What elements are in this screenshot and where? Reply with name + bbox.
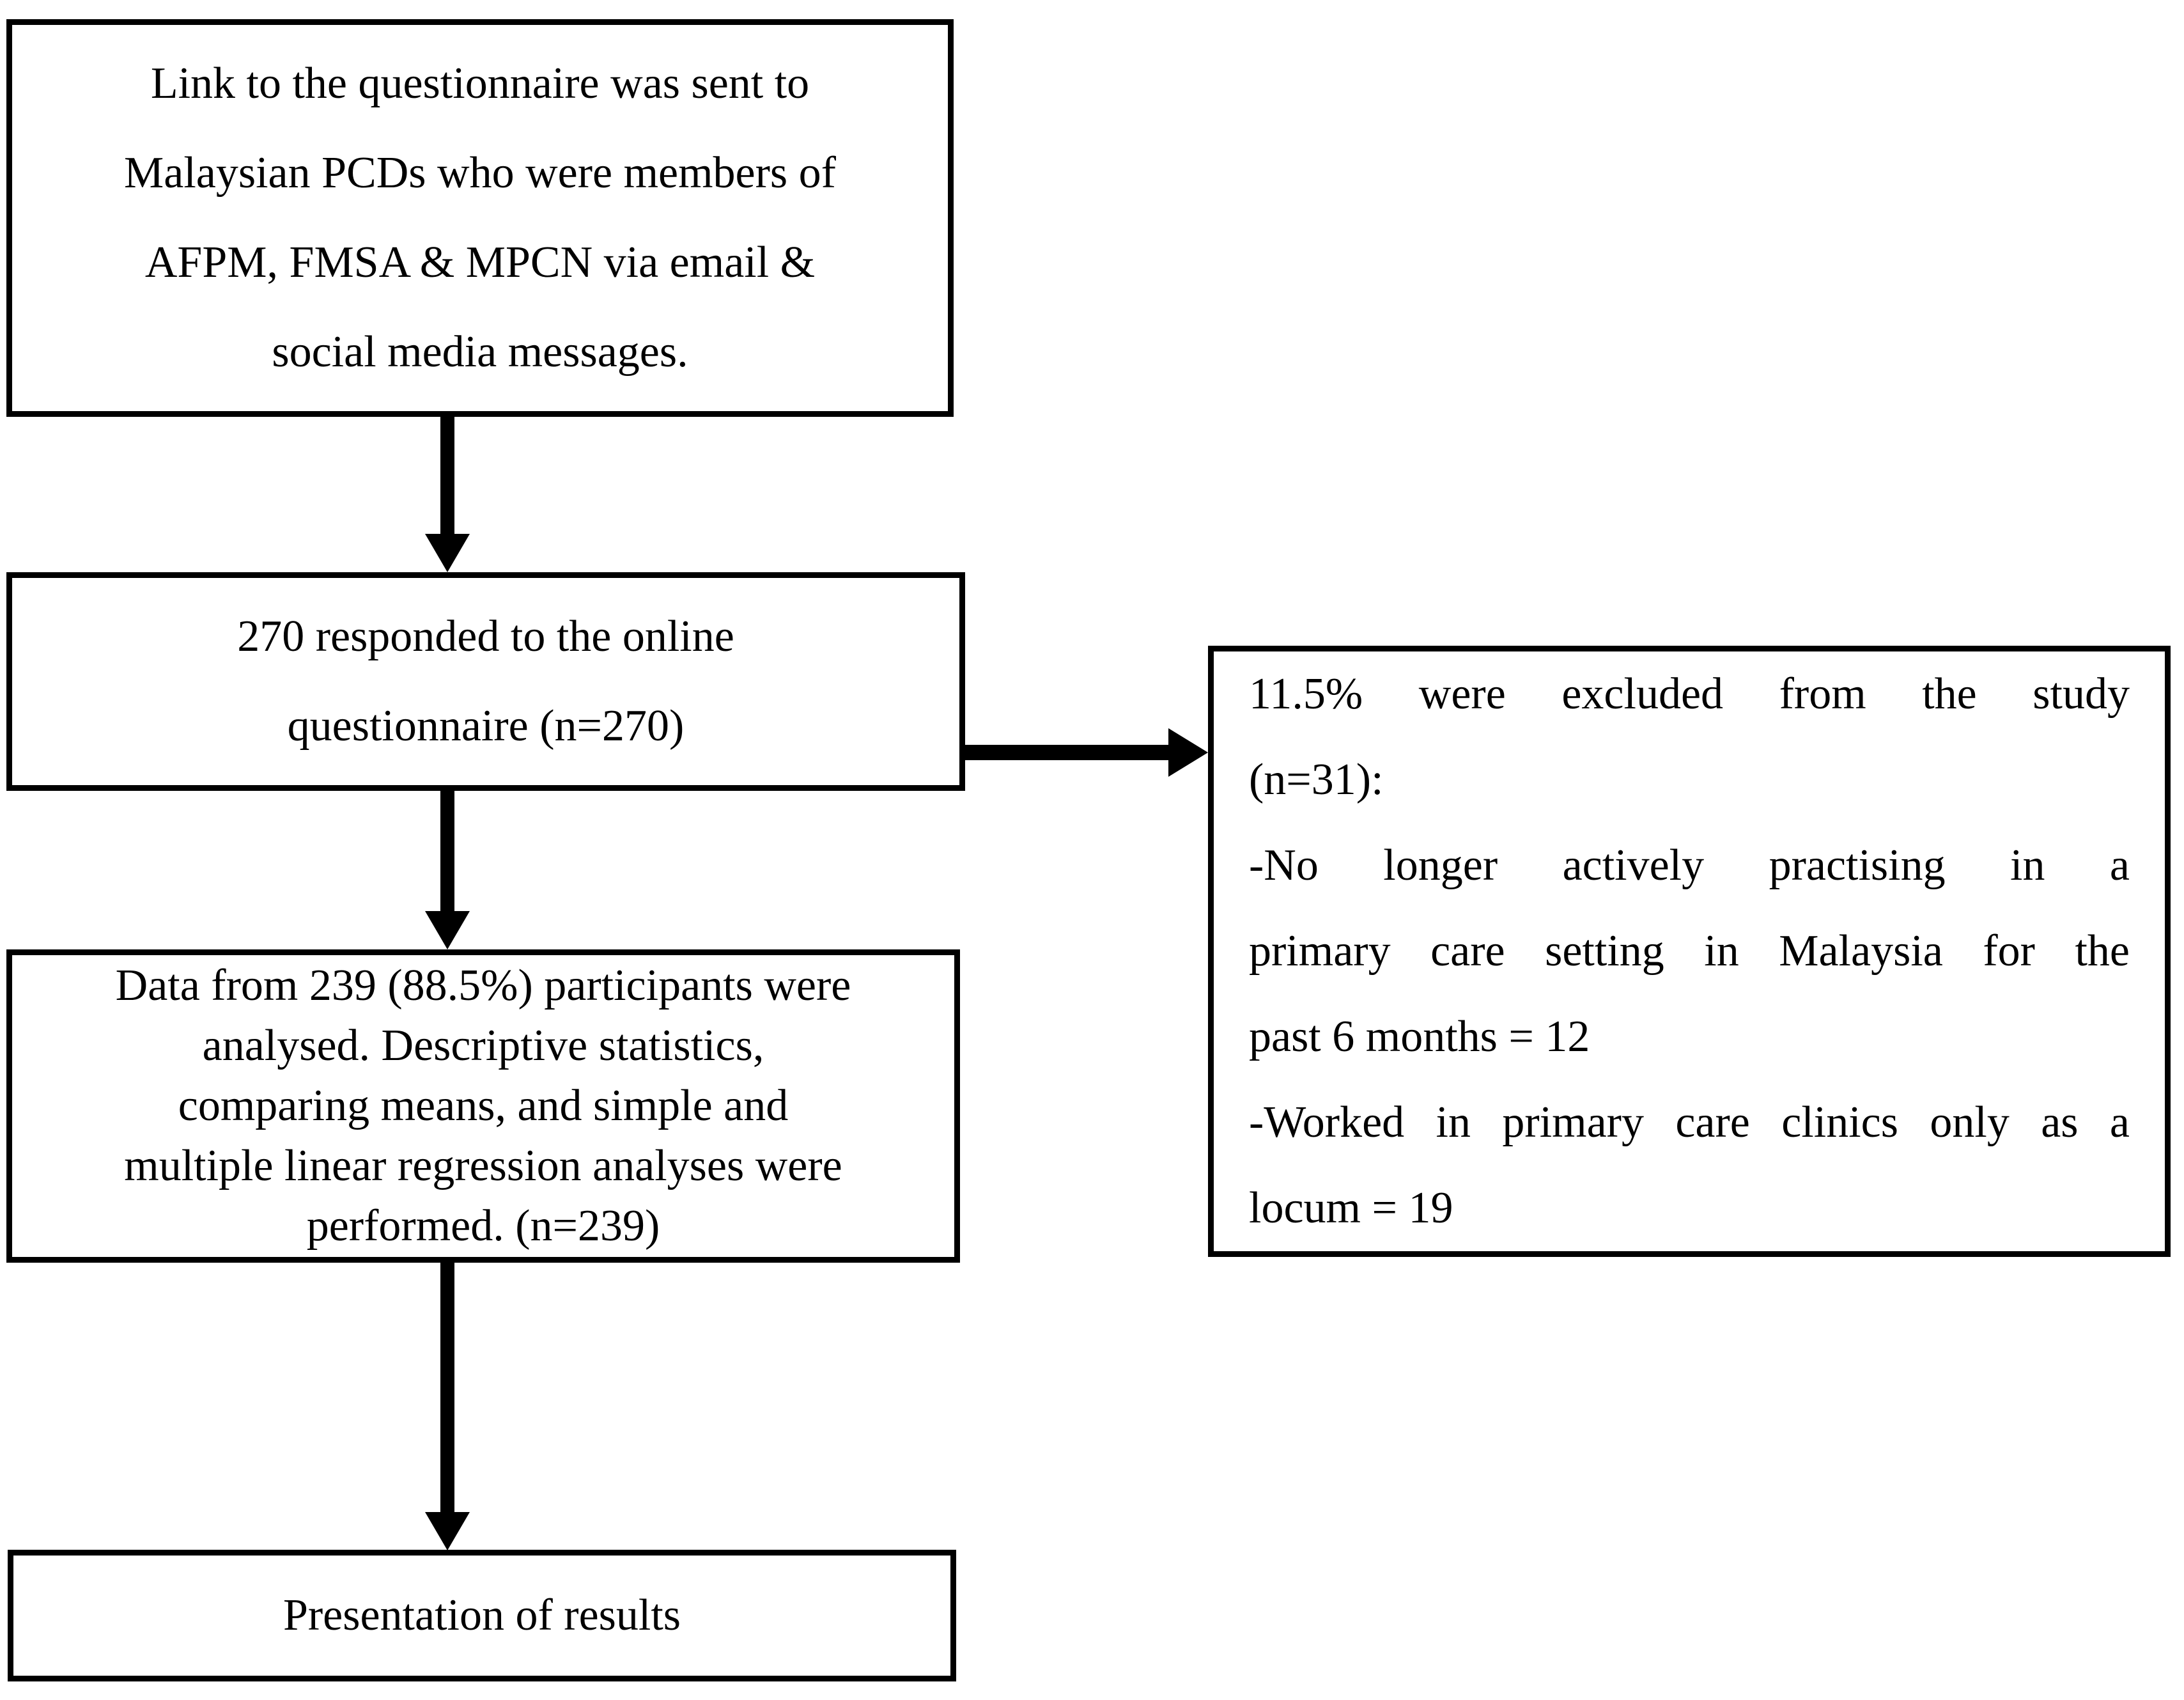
- text-line: social media messages.: [272, 327, 688, 377]
- text-line: locum = 19: [1249, 1183, 1453, 1233]
- box-responded: [6, 572, 965, 791]
- text-line: Data from 239 (88.5%) participants were: [115, 961, 851, 1010]
- text-line: primary care setting in Malaysia for the: [1249, 926, 2130, 976]
- text-line: Malaysian PCDs who were members of: [124, 148, 836, 198]
- box-analysed: [6, 949, 960, 1263]
- text-line: 11.5% were excluded from the study: [1249, 669, 2130, 719]
- text-line: (n=31):: [1249, 755, 1384, 804]
- arrow-head-icon: [1168, 728, 1208, 777]
- box-results: [8, 1550, 956, 1681]
- arrow-shaft: [440, 1263, 454, 1513]
- text-line: analysed. Descriptive statistics,: [202, 1021, 764, 1070]
- text-line: -No longer actively practising in a: [1249, 841, 2130, 890]
- arrow-head-icon: [425, 534, 470, 572]
- text-line: AFPM, FMSA & MPCN via email &: [144, 238, 816, 287]
- arrow-head-icon: [425, 911, 470, 949]
- box-excluded: [1208, 646, 2171, 1257]
- text-line: past 6 months = 12: [1249, 1012, 1590, 1061]
- text-line: Link to the questionnaire was sent to: [150, 59, 810, 108]
- arrow-shaft: [440, 416, 454, 535]
- text-line: multiple linear regression analyses were: [124, 1141, 842, 1190]
- text-line: performed. (n=239): [306, 1201, 660, 1251]
- arrow-shaft: [440, 791, 454, 912]
- text-line: 270 responded to the online: [237, 612, 734, 661]
- text-line: Presentation of results: [283, 1591, 681, 1640]
- text-line: questionnaire (n=270): [287, 701, 685, 751]
- arrow-head-icon: [425, 1512, 470, 1550]
- arrow-shaft: [965, 745, 1170, 760]
- text-line: -Worked in primary care clinics only as a: [1249, 1098, 2130, 1147]
- box-recruitment: [6, 19, 954, 417]
- text-line: comparing means, and simple and: [178, 1081, 789, 1130]
